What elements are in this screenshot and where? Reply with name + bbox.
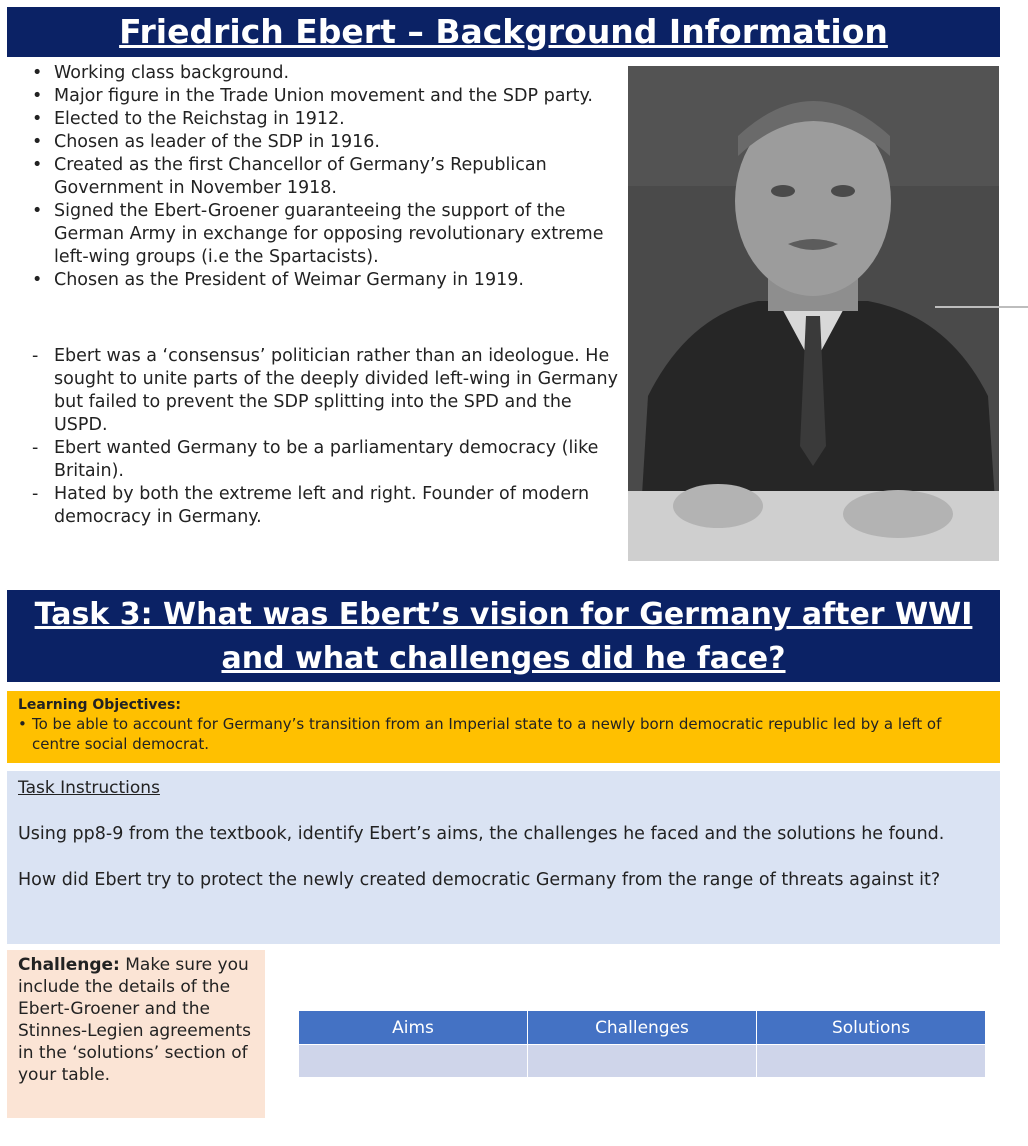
task-title-line-1: Task 3: What was Ebert’s vision for Germany after WWI [34, 597, 973, 632]
table-row [299, 1045, 986, 1078]
list-item: • Elected to the Reichstag in 1912. [18, 108, 618, 131]
column-header-solutions: Solutions [757, 1011, 986, 1045]
list-item: • Working class background. [18, 62, 618, 85]
instructions-paragraph-2: How did Ebert try to protect the newly created democratic Germany from the range of threats against it? [18, 870, 941, 890]
list-item: - Ebert was a ‘consensus’ politician rather than an ideologue. He sought to unite parts of the deeply divided left-wing in Germany but failed to prevent the SDP splitting into the SPD and the USPD. [18, 345, 618, 437]
column-header-challenges: Challenges [528, 1011, 757, 1045]
page-title: Friedrich Ebert – Background Information [7, 7, 1000, 57]
table-cell-solutions[interactable] [757, 1045, 986, 1078]
table-header-row [299, 1011, 986, 1045]
ebert-portrait-photo [628, 66, 999, 561]
task-instructions-heading: Task Instructions [18, 778, 160, 798]
ebert-notes-list [18, 345, 618, 529]
table-cell-challenges[interactable] [528, 1045, 757, 1078]
learning-objective-item: • To be able to account for Germany’s transition from an Imperial state to a newly born democratic republic led by a left of centre social democrat. [18, 714, 989, 754]
list-item: • Created as the first Chancellor of Germany’s Republican Government in November 1918. [18, 154, 618, 200]
list-item: • Chosen as leader of the SDP in 1916. [18, 131, 618, 154]
list-item: • Signed the Ebert-Groener guaranteeing the support of the German Army in exchange for opposing revolutionary extreme left-wing groups (i.e the Spartacists). [18, 200, 618, 269]
list-item: • Chosen as the President of Weimar Germany in 1919. [18, 269, 618, 292]
learning-objectives-box [7, 691, 1000, 763]
table-cell-aims[interactable] [299, 1045, 528, 1078]
learning-objectives-heading: Learning Objectives: [18, 697, 181, 713]
challenge-box [7, 950, 265, 1118]
list-item: - Hated by both the extreme left and right. Founder of modern democracy in Germany. [18, 483, 618, 529]
column-header-aims: Aims [299, 1011, 528, 1045]
background-facts-list [18, 62, 618, 292]
task-title [7, 590, 1000, 682]
aims-challenges-solutions-table [298, 1010, 986, 1078]
challenge-label: Challenge: [18, 955, 120, 975]
list-item: • Major figure in the Trade Union movement and the SDP party. [18, 85, 618, 108]
instructions-paragraph-1: Using pp8-9 from the textbook, identify Ebert’s aims, the challenges he faced and the solutions he found. [18, 824, 945, 844]
task-instructions-box [7, 771, 1000, 944]
list-item: - Ebert wanted Germany to be a parliamentary democracy (like Britain). [18, 437, 618, 483]
portrait-silhouette [628, 66, 999, 561]
decorative-line [935, 306, 1028, 308]
challenge-text: Make sure you include the details of the Ebert-Groener and the Stinnes-Legien agreements in the ‘solutions’ section of your table. [18, 955, 252, 1085]
task-title-line-2: and what challenges did he face? [221, 641, 786, 676]
